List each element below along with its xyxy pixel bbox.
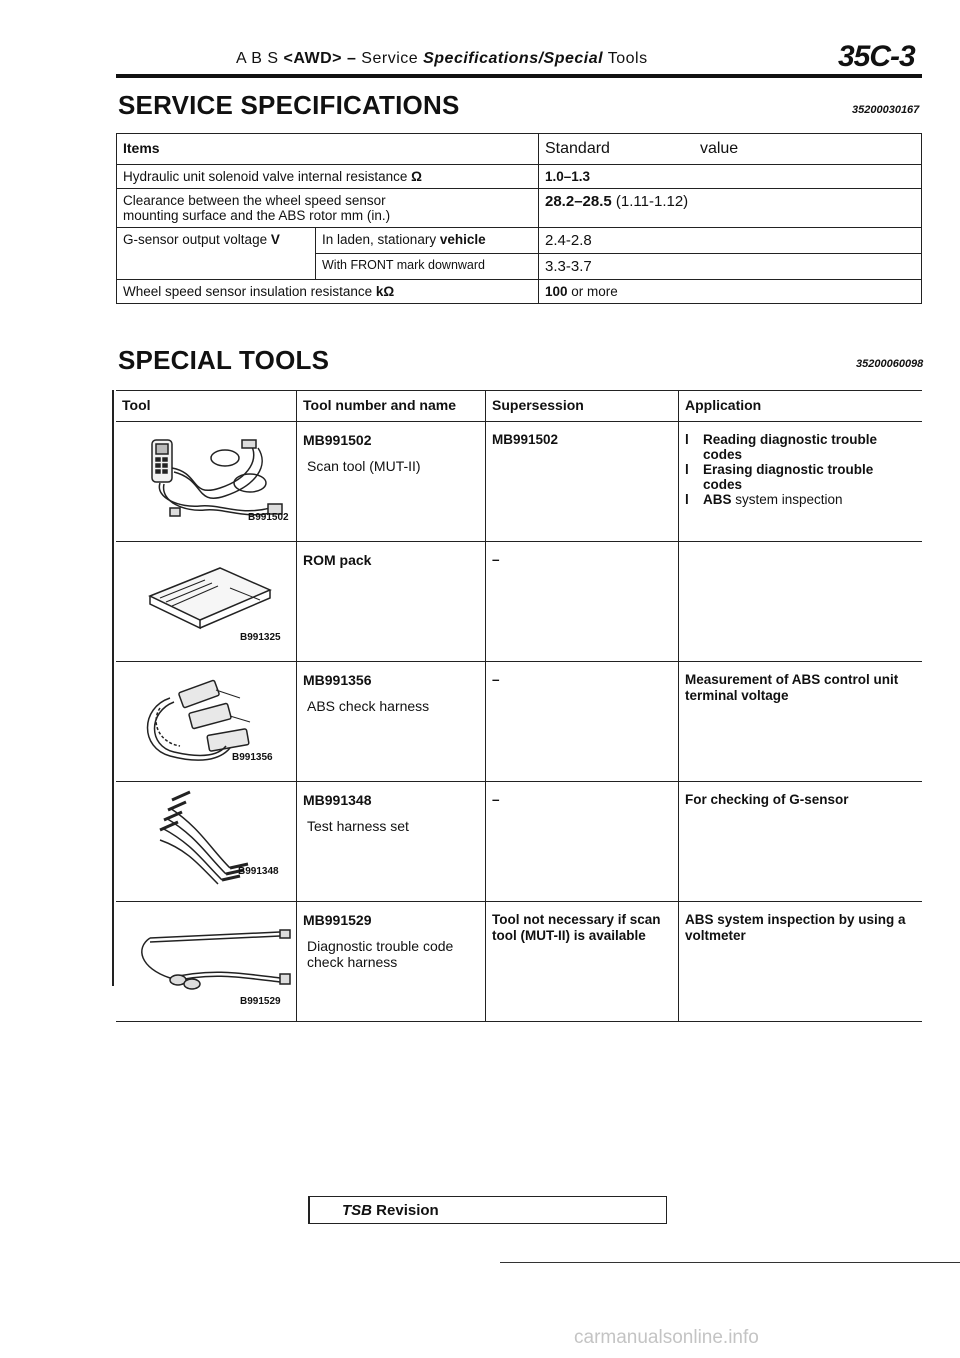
tool-application: ABS system inspection by using a voltmeter <box>685 912 906 943</box>
spec-value: 100 or more <box>539 280 922 304</box>
tool-number: MB991348 <box>303 792 372 808</box>
col-tool-header: Tool <box>116 391 297 422</box>
tool-number: ROM pack <box>303 552 372 568</box>
spec-value: 28.2–28.5 (1.11-1.12) <box>539 189 922 228</box>
header-title: A B S <AWD> – Service Specifications/Special Tools <box>236 50 648 67</box>
tool-supersession-cell <box>486 782 679 902</box>
tool-name: check harness <box>307 954 398 970</box>
tool-number: MB991529 <box>303 912 372 928</box>
table-left-bar <box>112 390 114 986</box>
service-specifications-ref-code: 35200030167 <box>852 104 920 116</box>
diagnostic-harness-illustration <box>130 908 300 1008</box>
tool-application-cell <box>679 782 923 902</box>
tool-number-cell <box>297 782 486 902</box>
tool-image-code: B991502 <box>248 512 289 523</box>
tool-name: Scan tool (MUT-II) <box>307 458 421 474</box>
tool-number: MB991502 <box>303 432 372 448</box>
spec-item: G-sensor output voltage V <box>117 228 316 280</box>
tool-supersession: Tool not necessary if scan tool (MUT-II) is available <box>492 912 661 943</box>
tool-application: Measurement of ABS control unit terminal voltage <box>685 672 899 703</box>
tool-number-cell <box>297 662 486 782</box>
spec-item: Hydraulic unit solenoid valve internal resistance Ω <box>117 165 539 189</box>
tool-supersession-cell <box>486 662 679 782</box>
application-item: l ABS system inspection <box>685 492 843 507</box>
tool-row <box>116 782 922 902</box>
tool-supersession: – <box>492 552 500 567</box>
tool-application: For checking of G-sensor <box>685 792 849 807</box>
spec-row-clearance <box>117 189 922 228</box>
tool-application-cell <box>679 542 923 662</box>
tool-image-code: B991325 <box>240 632 281 643</box>
tool-supersession-cell <box>486 542 679 662</box>
tools-header-row <box>116 391 922 422</box>
service-specifications-title: SERVICE SPECIFICATIONS <box>118 90 460 120</box>
application-item: l Erasing diagnostic trouble codes <box>685 462 874 492</box>
spec-condition: In laden, stationary vehicle <box>316 228 539 254</box>
page-number: 35C-3 <box>838 40 915 73</box>
tool-image-cell <box>116 782 297 902</box>
unit-ohm: Ω <box>411 169 422 184</box>
spec-item: Wheel speed sensor insulation resistance kΩ <box>117 280 539 304</box>
col-number-header: Tool number and name <box>297 391 486 422</box>
col-standard-value-header: Standard value <box>539 134 922 165</box>
tool-image-cell <box>116 902 297 1022</box>
tool-supersession: – <box>492 672 500 687</box>
tool-number-cell <box>297 542 486 662</box>
tool-row <box>116 542 922 662</box>
unit-kohm: kΩ <box>375 284 395 299</box>
tool-name: Diagnostic trouble code <box>307 938 454 954</box>
tool-supersession-cell <box>486 902 679 1022</box>
tool-number-cell <box>297 902 486 1022</box>
tool-image-cell <box>116 542 297 662</box>
header-rule <box>116 74 922 78</box>
tool-image-cell <box>116 662 297 782</box>
footer-rule <box>500 1262 960 1263</box>
spec-row-insulation <box>117 280 922 304</box>
special-tools-ref-code: 35200060098 <box>856 358 924 370</box>
spec-row-hydraulic <box>117 165 922 189</box>
spec-value: 2.4-2.8 <box>539 228 922 254</box>
tool-number-cell <box>297 422 486 542</box>
spec-row-gsensor-laden <box>117 228 922 254</box>
application-list <box>685 432 916 507</box>
tool-row <box>116 902 922 1022</box>
tsb-revision-label: TSB Revision <box>342 1202 439 1219</box>
spec-value: 1.0–1.3 <box>539 165 922 189</box>
abs-check-harness-illustration <box>130 668 300 768</box>
col-application-header: Application <box>679 391 923 422</box>
watermark: carmanualsonline.info <box>574 1327 759 1348</box>
tool-image-code: B991356 <box>232 752 273 763</box>
spec-item: Clearance between the wheel speed sensor mounting surface and the ABS rotor mm (in.) <box>117 189 539 228</box>
tool-image-code: B991529 <box>240 996 281 1007</box>
col-supersession-header: Supersession <box>486 391 679 422</box>
special-tools-table <box>116 390 922 1022</box>
tool-supersession: MB991502 <box>492 432 559 447</box>
tool-image-cell <box>116 422 297 542</box>
awd-label: <AWD> <box>283 50 342 67</box>
tool-application-cell <box>679 662 923 782</box>
tool-application-cell <box>679 902 923 1022</box>
tool-name: Test harness set <box>307 818 409 834</box>
tool-number: MB991356 <box>303 672 372 688</box>
special-tools-title: SPECIAL TOOLS <box>118 345 330 375</box>
application-item: l Reading diagnostic trouble codes <box>685 432 878 462</box>
spec-header-row <box>117 134 922 165</box>
spec-value: 3.3-3.7 <box>539 254 922 280</box>
tool-row <box>116 662 922 782</box>
unit-volt: V <box>270 232 280 247</box>
tool-image-code: B991348 <box>238 866 279 877</box>
tool-row <box>116 422 922 542</box>
spec-condition: With FRONT mark downward <box>316 254 539 280</box>
tool-supersession-cell <box>486 422 679 542</box>
service-specifications-table <box>116 133 922 304</box>
tool-supersession: – <box>492 792 500 807</box>
col-items-header: Items <box>117 134 539 165</box>
tool-name: ABS check harness <box>307 698 430 714</box>
tool-application-cell <box>679 422 923 542</box>
